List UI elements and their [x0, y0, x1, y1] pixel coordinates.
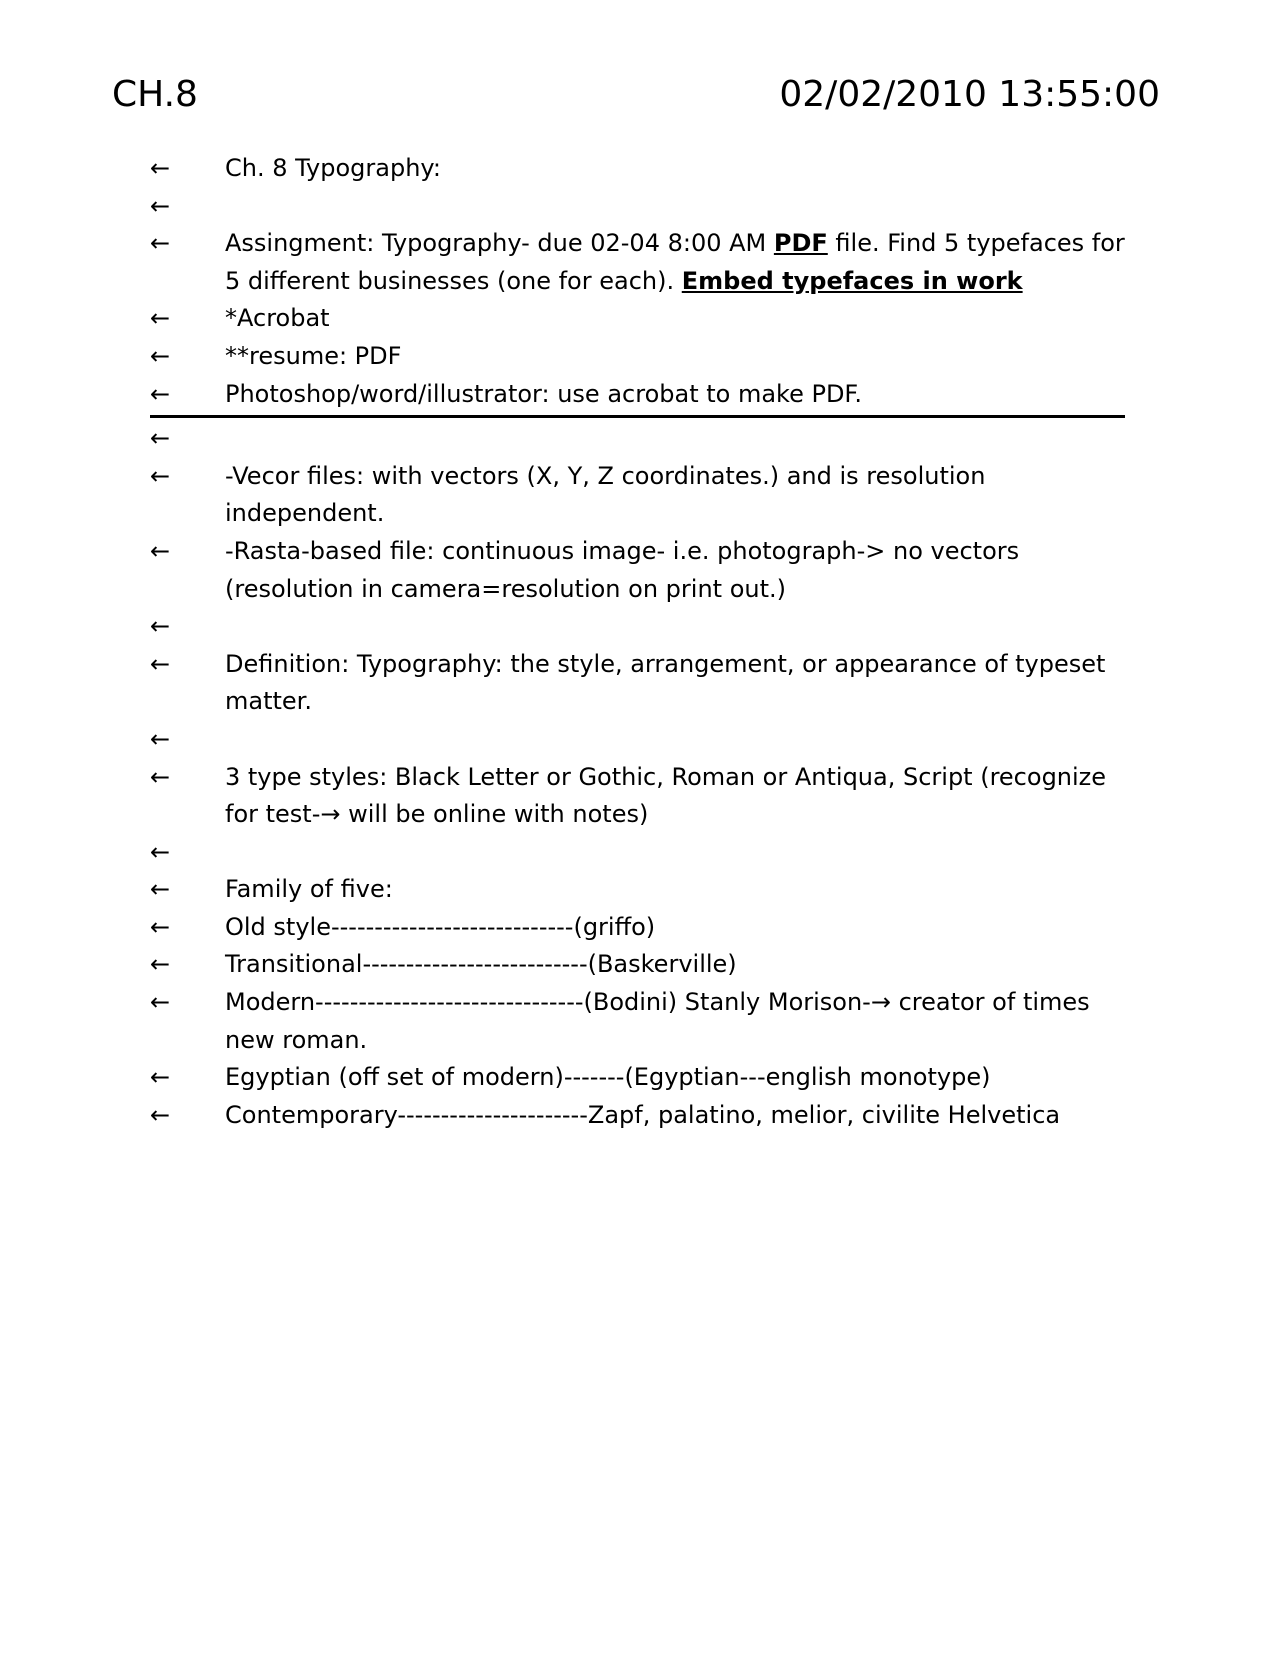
left-arrow-icon: ← [150, 988, 171, 1017]
list-item: ← Ch. 8 Typography: [150, 150, 1130, 188]
list-item: ← **resume: PDF [150, 338, 1130, 376]
left-arrow-icon: ← [150, 1063, 171, 1092]
left-arrow-icon: ← [150, 424, 171, 453]
list-item: ← Photoshop/word/illustrator: use acrobat to make PDF. [150, 376, 1130, 414]
left-arrow-icon: ← [150, 304, 171, 333]
left-arrow-icon: ← [150, 649, 171, 678]
left-arrow-icon: ← [150, 191, 171, 220]
list-item [150, 420, 1130, 458]
left-arrow-icon: ← [150, 762, 171, 791]
left-arrow-icon: ← [150, 536, 171, 565]
list-item: ← Family of five: [150, 871, 1130, 909]
left-arrow-icon: ← [150, 154, 171, 182]
left-arrow-icon: ← [150, 341, 171, 370]
left-arrow-icon: ← [150, 837, 171, 866]
list-item [150, 834, 1130, 872]
left-arrow-icon: ← [150, 612, 171, 641]
assignment-item: ← Assingment: Typography- due 02-04 8:00 AM PDF file. Find 5 typefaces for 5 different businesses (one for each). Embed typefaces in work [150, 225, 1130, 300]
left-arrow-icon: ← [150, 950, 171, 979]
chapter-label: CH.8 [112, 74, 198, 115]
left-arrow-icon: ← [150, 875, 171, 904]
list-item: ← Contemporary----------------------Zapf, palatino, melior, civilite Helvetica [150, 1097, 1130, 1135]
list-item: ← Egyptian (off set of modern)-------(Egyptian---english monotype) [150, 1059, 1130, 1097]
list-item: ← -Vecor files: with vectors (X, Y, Z coordinates.) and is resolution independent. [150, 458, 1130, 533]
embed-typefaces-emphasis: Embed typefaces in work [681, 266, 1023, 295]
list-item [150, 608, 1130, 646]
list-item: ← Old style----------------------------(griffo) [150, 909, 1130, 947]
left-arrow-icon: ← [150, 1100, 171, 1129]
list-item: ← Modern-------------------------------(Bodini) Stanly Morison-→ creator of times new roman. [150, 984, 1130, 1059]
list-item [150, 721, 1130, 759]
pdf-emphasis: PDF [773, 229, 828, 258]
left-arrow-icon: ← [150, 724, 171, 753]
left-arrow-icon: ← [150, 379, 171, 408]
list-item [150, 188, 1130, 226]
left-arrow-icon: ← [150, 912, 171, 941]
horizontal-rule [150, 415, 1125, 418]
datetime-stamp: 02/02/2010 13:55:00 [779, 74, 1160, 115]
list-item: ← -Rasta-based file: continuous image- i.e. photograph-> no vectors (resolution in camera=resolution on print out.) [150, 533, 1130, 608]
left-arrow-icon: ← [150, 461, 171, 490]
list-item: ← 3 type styles: Black Letter or Gothic, Roman or Antiqua, Script (recognize for test-→ will be online with notes) [150, 759, 1130, 834]
left-arrow-icon: ← [150, 229, 171, 258]
list-item: ← *Acrobat [150, 300, 1130, 338]
list-item: ← Transitional--------------------------(Baskerville) [150, 946, 1130, 984]
list-item: ← Definition: Typography: the style, arrangement, or appearance of typeset matter. [150, 646, 1130, 721]
document-header [112, 74, 1160, 122]
notes-body [150, 150, 1130, 1134]
